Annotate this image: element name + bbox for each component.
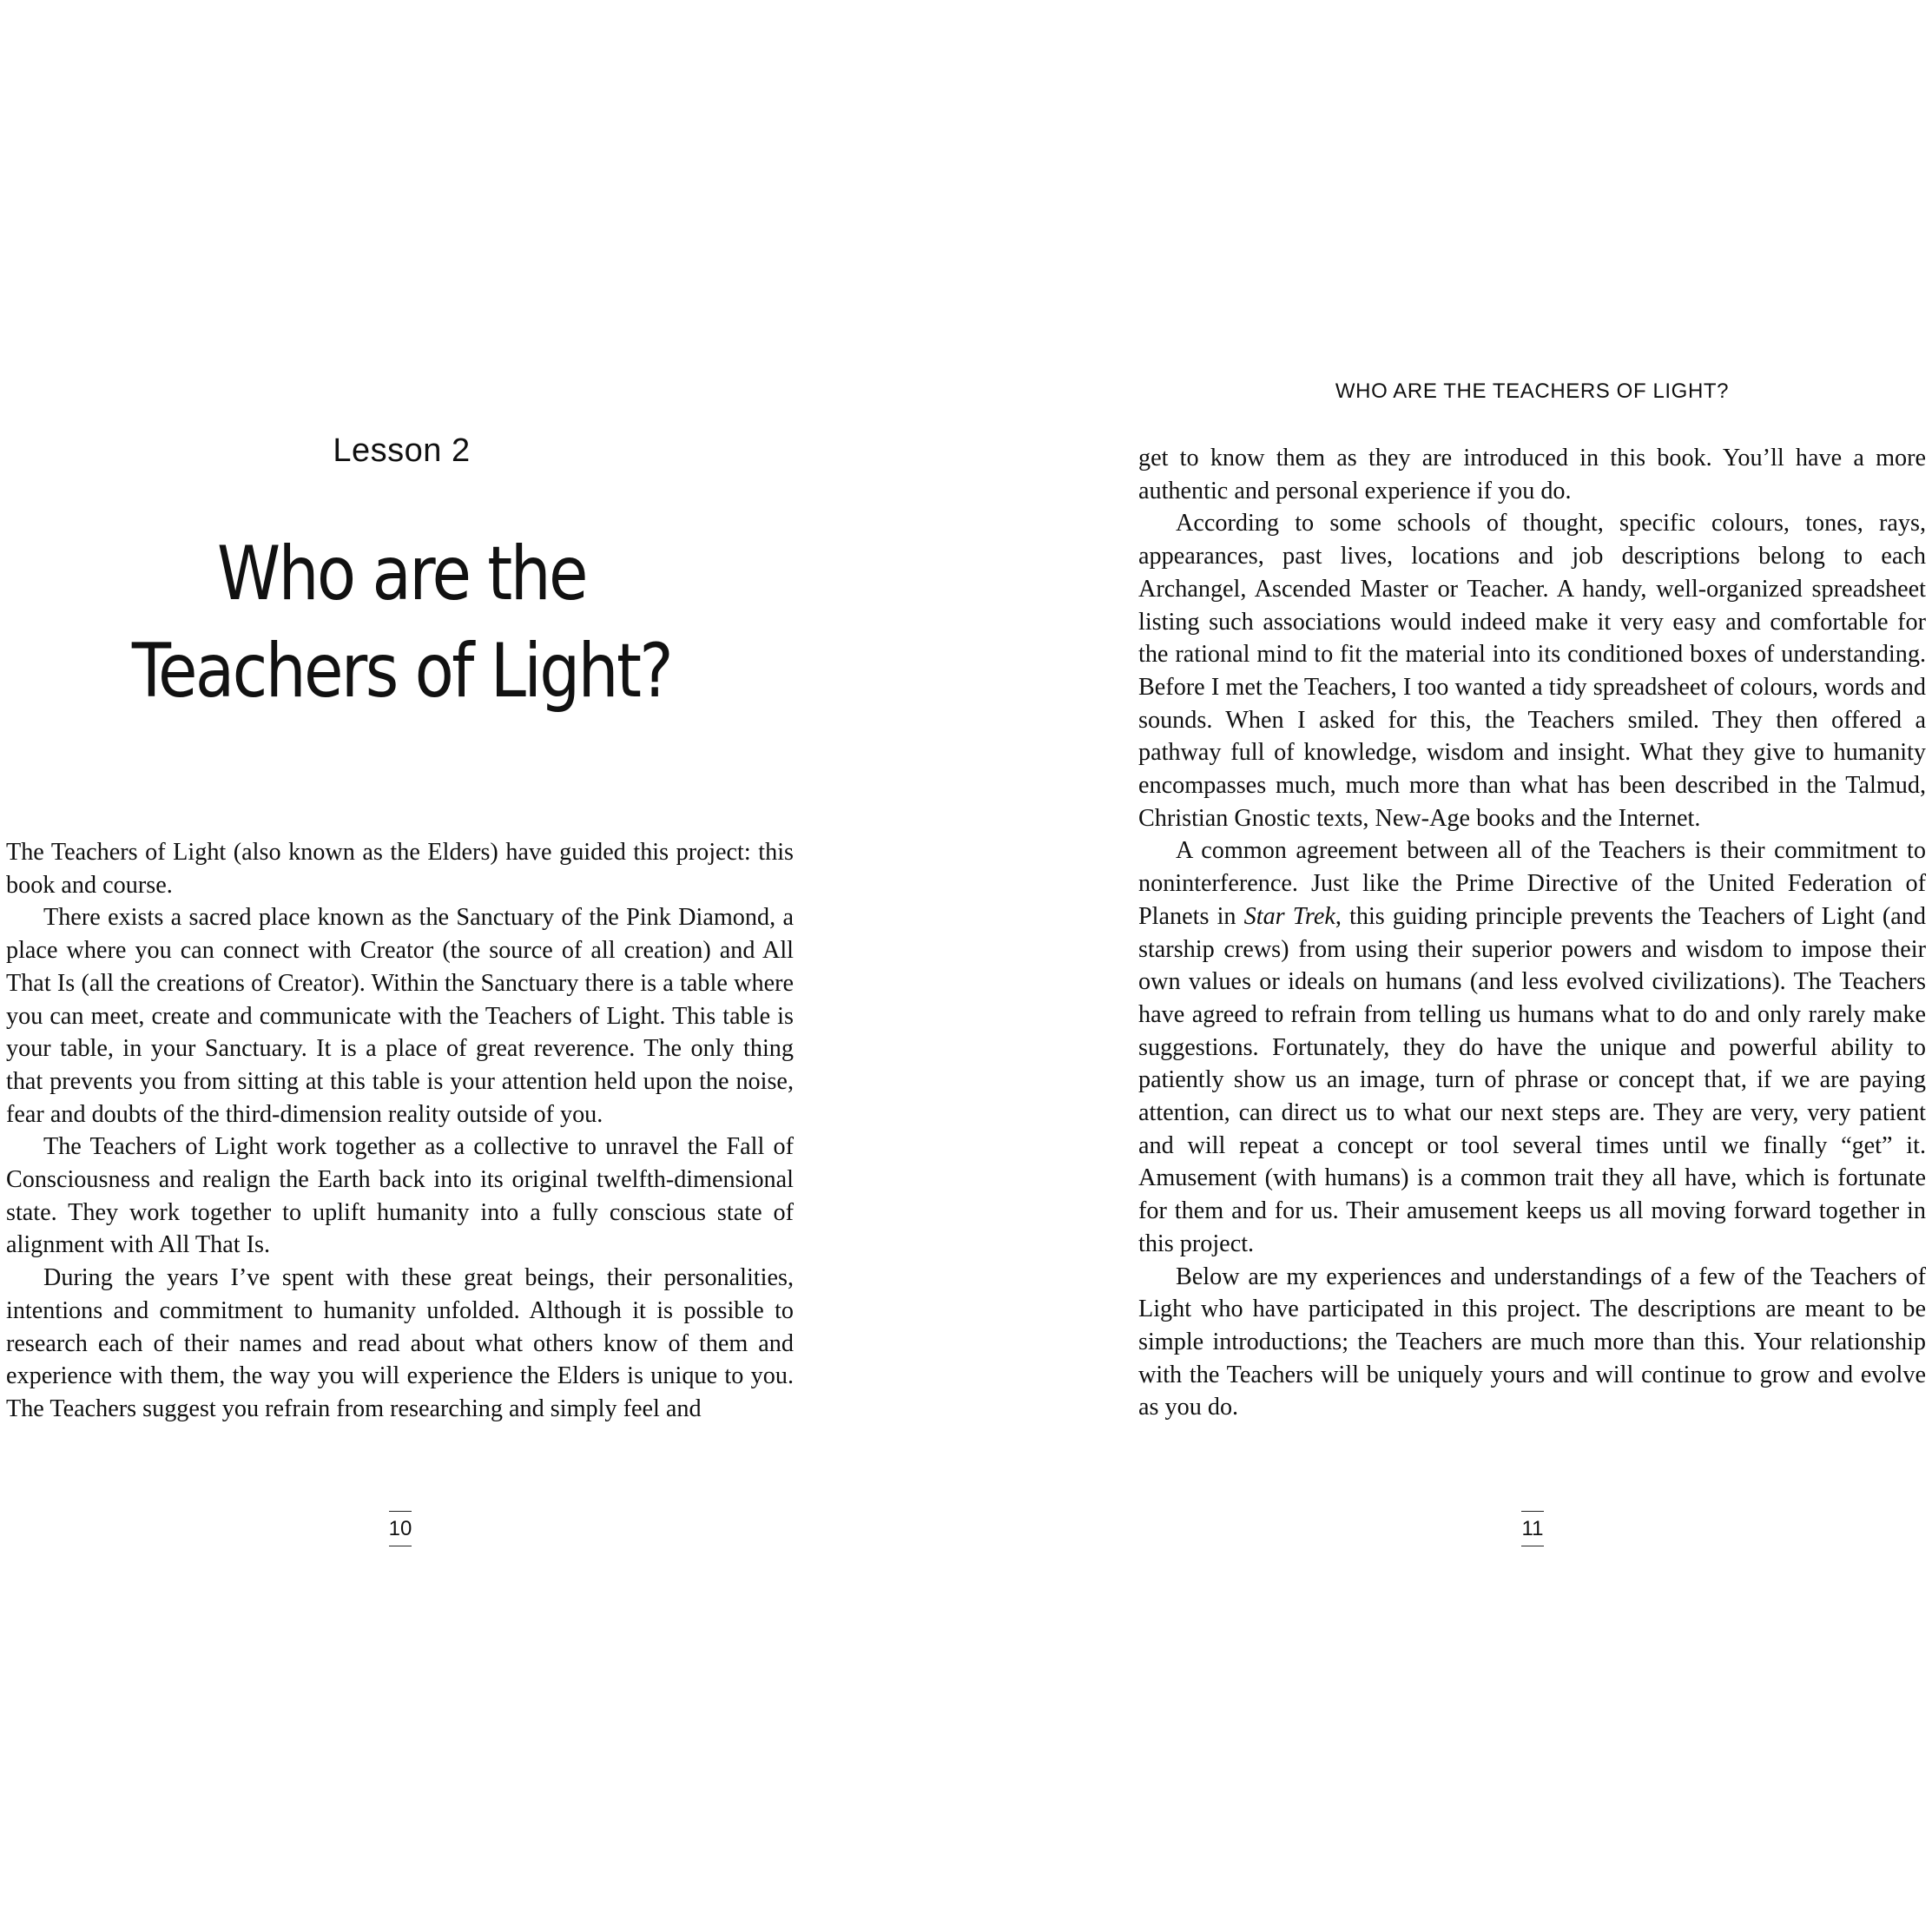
- right-body-text: [1138, 442, 1926, 1424]
- chapter-title: [56, 525, 748, 720]
- left-paragraph-2: There exists a sacred place known as the Sanctuary of the Pink Diamond, a place where you can connect with Creator (the source of all creation) and All That Is (all the creations of Creator). Within the Sanctuary there is a table where you can meet, create and communicate with the Teachers of Light. This table is your table, in your Sanctuary. It is a place of great reverence. The only thing that prevents you from sitting at this table is your attention held upon the noise, fear and doubts of the third-dimension reality outside of you.: [6, 904, 794, 1128]
- chapter-title-line-1: Who are the: [217, 531, 586, 617]
- right-paragraph-3: [1138, 834, 1926, 1260]
- lesson-label: Lesson 2: [333, 432, 471, 469]
- right-paragraph-1: get to know them as they are introduced in this book. You’ll have a more authentic and personal experience if you do.: [1138, 445, 1926, 504]
- right-paragraph-4: Below are my experiences and understandings of a few of the Teachers of Light who have participated in this project. The descriptions are meant to be simple introductions; the Teachers are much more than this. Your relationship with the Teachers will be uniquely yours and will continue to grow and evolve as you do.: [1138, 1263, 1926, 1421]
- star-trek-title: Star Trek: [1243, 902, 1335, 930]
- right-paragraph-2: According to some schools of thought, specific colours, tones, rays, appearances, past lives, locations and job descriptions belong to each Archangel, Ascended Master or Teacher. A handy, well-organized spreadsheet listing such associations would indeed make it very easy and comfortable for the rational mind to fit the material into its conditioned boxes of understanding. Before I met the Teachers, I too wanted a tidy spreadsheet of colours, words and sounds. When I asked for this, the Teachers smiled. They then offered a pathway full of knowledge, wisdom and insight. What they give to humanity encompasses much, much more than what has been described in the Talmud, Christian Gnostic texts, New-Age books and the Internet.: [1138, 510, 1926, 832]
- right-paragraph-3-part-1: A common agreement between all of the Teachers is their commitment to noninterference. Just like the Prime Directive of the United Federation of Planets in: [1138, 837, 1926, 930]
- page-number-right: 11: [1507, 1511, 1559, 1546]
- left-paragraph-1: The Teachers of Light (also known as the Elders) have guided this project: this book and course.: [6, 839, 794, 899]
- chapter-title-line-2: Teachers of Light?: [131, 628, 672, 715]
- left-body-text: [6, 836, 794, 1426]
- running-head: WHO ARE THE TEACHERS OF LIGHT?: [1335, 379, 1730, 403]
- right-paragraph-3-part-2: , this guiding principle prevents the Teachers of Light (and starship crews) from using their superior powers and wisdom to impose their own values or ideals on humans (and less evolved civilizations). The Teachers have agreed to refrain from telling us humans what to do and only rarely make suggestions. Fortunately, they do have the unique and powerful ability to patiently show us an image, turn of phrase or concept that, if we are paying attention, can direct us to what our next steps are. They are very, very patient and will repeat a concept or tool several times until we finally “get” it. Amusement (with humans) is a common trait they all have, which is fortunate for them and for us. Their amusement keeps us all moving forward together in this project.: [1138, 902, 1926, 1257]
- left-paragraph-4: During the years I’ve spent with these great beings, their personalities, intentions and commitment to humanity unfolded. Although it is possible to research each of their names and read about what others know of them and experience with them, the way you will experience the Elders is unique to you. The Teachers suggest you refrain from researching and simply feel and: [6, 1264, 794, 1422]
- left-paragraph-3: The Teachers of Light work together as a collective to unravel the Fall of Consciousness and realign the Earth back into its original twelfth-dimensional state. They work together to uplift humanity into a fully conscious state of alignment with All That Is.: [6, 1133, 794, 1259]
- page-number-left: 10: [374, 1511, 426, 1546]
